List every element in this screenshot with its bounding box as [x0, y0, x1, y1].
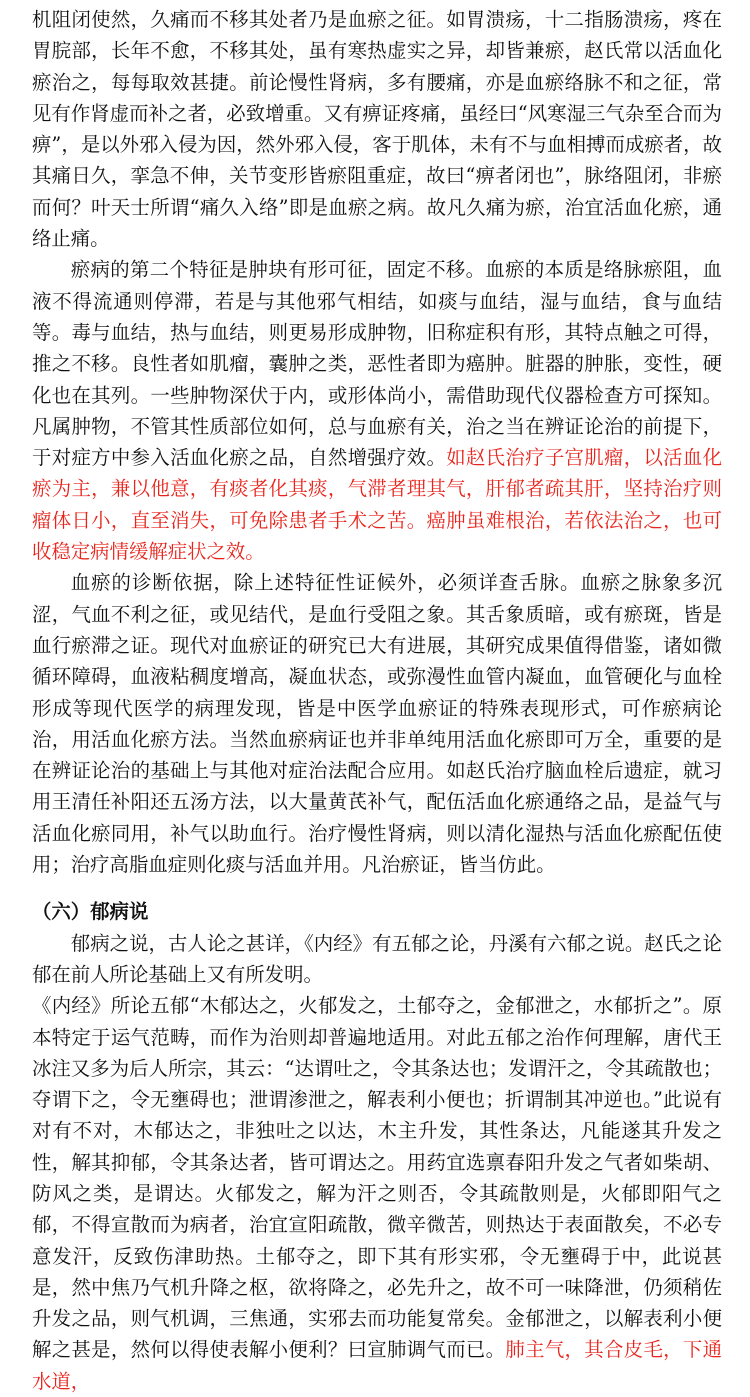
- body-text: 机阻闭使然，久痛而不移其处者乃是血瘀之征。如胃溃疡，十二指肠溃疡，疼在胃脘部，长年不愈，不移其处，虽有寒热虚实之异，却皆兼瘀，赵氏常以活血化瘀治之，每每取效甚捷。前论慢性肾病，多有腰痛，亦是血瘀络脉不和之征，常见有作肾虚而补之者，必致增重。又有痹证疼痛，虽经曰“风寒湿三气杂至合而为痹”，是以外邪入侵为因，然外邪入侵，客于肌体，未有不与血相搏而成瘀者，故其痛日久，挛急不伸，关节变形皆瘀阻重症，故曰“痹者闭也”，脉络阻闭，非瘀而何？叶天士所谓“痛久入络”即是血瘀之病。故凡久痛为瘀，治宜活血化瘀，通络止痛。: [32, 8, 722, 251]
- paragraph-p1: [32, 4, 722, 254]
- body-text: 郁病之说，古人论之甚详，《内经》有五郁之论，丹溪有六郁之说。赵氏之论郁在前人所论基础上又有所发明。: [32, 931, 722, 986]
- body-text: 血瘀的诊断依据，除上述特征性证候外，必须详查舌脉。血瘀之脉象多沉涩，气血不利之征，或见结代，是血行受阻之象。其舌象质暗，或有瘀斑，皆是血行瘀滞之证。现代对血瘀证的研究已大有进展，其研究成果值得借鉴，诸如微循环障碍，血液粘稠度增高，凝血状态，或弥漫性血管内凝血，血管硬化与血栓形成等现代医学的病理发现，皆是中医学血瘀证的特殊表现形式，可作瘀病论治，用活血化瘀方法。当然血瘀病证也并非单纯用活血化瘀即可万全，重要的是在辨证论治的基础上与其他对症治法配合应用。如赵氏治疗脑血栓后遗症，就习用王清任补阳还五汤方法，以大量黄芪补气，配伍活血化瘀通络之品，是益气与活血化瘀同用，补气以助血行。治疗慢性肾病，则以清化湿热与活血化瘀配伍使用；治疗高脂血症则化痰与活血并用。凡治瘀证，皆当仿此。: [32, 571, 722, 877]
- highlighted-text: 肺主气，其合皮毛，下通水道，: [32, 1338, 723, 1393]
- paragraph-p5: [32, 990, 722, 1397]
- body-text: 《内经》所论五郁“木郁达之，火郁发之，土郁夺之，金郁泄之，水郁折之”。原本特定于运气范畴，而作为治则却普遍地适用。对此五郁之治作何理解，唐代王冰注又多为后人所宗，其云：“达谓吐之，令其条达也；发谓汗之，令其疏散也；夺谓下之，令无壅碍也；泄谓渗泄之，解表利小便也；折谓制其冲逆也。”此说有对有不对，木郁达之，非独吐之以达，木主升发，其性条达，凡能遂其升发之性，解其抑郁，令其条达者，皆可谓达之。用药宜选禀春阳升发之气者如柴胡、防风之类，是谓达。火郁发之，解为汗之则否，令其疏散则是，火郁即阳气之郁，不得宣散而为病者，治宜宣阳疏散，微辛微苦，则热达于表面散矣，不必专意发汗，反致伤津助热。土郁夺之，即下其有形实邪，令无壅碍于中，此说甚是，然中焦乃气机升降之枢，欲将降之，必先升之，故不可一味降泄，仍须稍佐升发之品，则气机调，三焦通，实邪去而功能复常矣。金郁泄之，以解表利小便解之甚是，然何以得使表解小便利？曰宣肺调气而已。: [32, 994, 722, 1362]
- body-text: 瘀病的第二个特征是肿块有形可征，固定不移。血瘀的本质是络脉瘀阻，血液不得流通则停滞，若是与其他邪气相结，如痰与血结，湿与血结，食与血结等。毒与血结，热与血结，则更易形成肿物，旧称症积有形，其特点触之可得，推之不移。良性者如肌瘤，囊肿之类，恶性者即为癌肿。脏器的肿胀，变性，硬化也在其列。一些肿物深伏于内，或形体尚小，需借助现代仪器检查方可探知。凡属肿物，不管其性质部位如何，总与血瘀有关，治之当在辨证论治的前提下，于对症方中参入活血化瘀之品，自然增强疗效。: [32, 258, 722, 470]
- highlighted-text: 如赵氏治疗子宫肌瘤，以活血化瘀为主，兼以他意，有痰者化其痰，气滞者理其气，肝郁者疏其肝，坚持治疗则瘤体日小，直至消失，可免除患者手术之苦。癌肿虽难根治，若依法治之，也可收稳定病情缓解症状之效。: [32, 446, 723, 564]
- paragraph-p4: [32, 928, 722, 991]
- document-page: [32, 4, 722, 1397]
- paragraph-p2: [32, 254, 722, 567]
- section-heading: （六）郁病说: [32, 900, 149, 924]
- paragraph-p3: [32, 567, 722, 880]
